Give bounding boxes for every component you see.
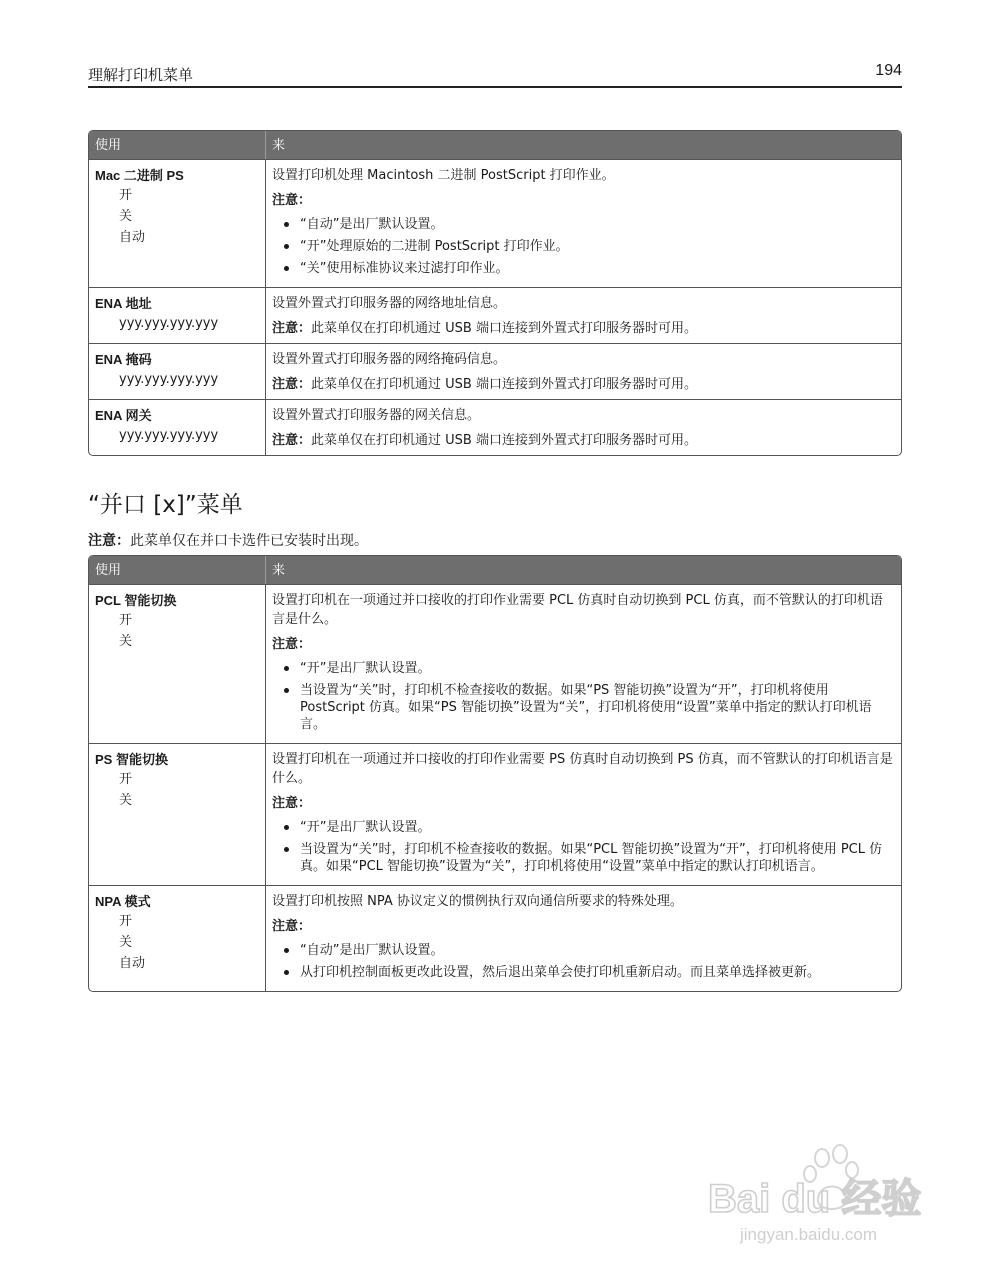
option-cell	[89, 743, 266, 885]
note-label: 注意：	[272, 919, 312, 934]
option-cell	[89, 885, 266, 991]
note-list	[272, 660, 895, 733]
description: 设置打印机处理 Macintosh 二进制 PostScript 打印作业。	[272, 168, 615, 183]
option-value: yyy.yyy.yyy.yyy	[119, 316, 219, 331]
table-row	[89, 584, 901, 743]
description: 设置打印机在一项通过并口接收的打印作业需要 PCL 仿真时自动切换到 PCL 仿真，而不管默认的打印机语言是什么。	[272, 593, 883, 627]
list-item: “开”是出厂默认设置。	[272, 660, 895, 677]
option-value: 开	[119, 613, 133, 628]
note-text: 此菜单仅在并口卡选件已安装时出现。	[130, 533, 368, 549]
option-name: ENA 地址	[95, 296, 152, 311]
header-use: 使用	[89, 556, 266, 584]
note	[272, 319, 895, 338]
list-item: “开”是出厂默认设置。	[272, 819, 895, 836]
note-text: 此菜单仅在打印机通过 USB 端口连接到外置式打印服务器时可用。	[311, 377, 697, 392]
header-use: 使用	[89, 131, 266, 159]
list-item: 当设置为“关”时，打印机不检查接收的数据。如果“PS 智能切换”设置为“开”，打印机将使用 PostScript 仿真。如果“PS 智能切换”设置为“关”，打印机将使用“设置”菜单中指定的默认打印机语言。	[272, 682, 895, 733]
table-header-row	[89, 131, 901, 159]
note-label: 注意：	[272, 321, 312, 336]
note-label: 注意：	[272, 637, 312, 652]
menu-table-2	[88, 555, 902, 992]
description-cell	[266, 885, 901, 991]
option-value: yyy.yyy.yyy.yyy	[119, 372, 219, 387]
description-cell	[266, 343, 901, 399]
table-row	[89, 743, 901, 885]
option-value: 关	[119, 209, 133, 224]
option-value: 开	[119, 772, 133, 787]
option-value: yyy.yyy.yyy.yyy	[119, 428, 219, 443]
note-list	[272, 819, 895, 875]
header-title: 理解打印机菜单	[88, 66, 194, 84]
section-title: “并口 [x]”菜单	[88, 492, 243, 518]
table-row	[89, 399, 901, 455]
option-value: 开	[119, 188, 133, 203]
option-value: 关	[119, 634, 133, 649]
description: 设置打印机按照 NPA 协议定义的惯例执行双向通信所要求的特殊处理。	[272, 894, 683, 909]
list-item: 从打印机控制面板更改此设置，然后退出菜单会使打印机重新启动。而且菜单选择被更新。	[272, 964, 895, 981]
option-name: NPA 模式	[95, 894, 151, 909]
description-cell	[266, 159, 901, 287]
list-item: “自动”是出厂默认设置。	[272, 942, 895, 959]
list-item: “开”处理原始的二进制 PostScript 打印作业。	[272, 238, 895, 255]
option-cell	[89, 287, 266, 343]
page-number: 194	[875, 62, 902, 79]
note-label: 注意：	[88, 533, 130, 549]
option-cell	[89, 399, 266, 455]
description: 设置外置式打印服务器的网络地址信息。	[272, 296, 507, 311]
watermark-brand: Bai du 经验	[708, 1177, 922, 1221]
description-cell	[266, 287, 901, 343]
note-label: 注意：	[272, 377, 312, 392]
option-value: 关	[119, 793, 133, 808]
note-list	[272, 942, 895, 981]
table-row	[89, 287, 901, 343]
table-row	[89, 885, 901, 991]
option-name: Mac 二进制 PS	[95, 168, 184, 183]
list-item: 当设置为“关”时，打印机不检查接收的数据。如果“PCL 智能切换”设置为“开”，打印机将使用 PCL 仿真。如果“PCL 智能切换”设置为“关”，打印机将使用“设置”菜单中指定的默认打印机语言。	[272, 841, 895, 875]
option-name: ENA 网关	[95, 408, 152, 423]
list-item: “关”使用标准协议来过滤打印作业。	[272, 260, 895, 277]
option-value: 自动	[119, 956, 146, 971]
note-text: 此菜单仅在打印机通过 USB 端口连接到外置式打印服务器时可用。	[311, 321, 697, 336]
page-header	[88, 62, 902, 88]
option-cell	[89, 159, 266, 287]
note-label: 注意：	[272, 433, 312, 448]
option-name: ENA 掩码	[95, 352, 152, 367]
note-label: 注意：	[272, 193, 312, 208]
header-to: 来	[266, 556, 901, 584]
menu-table-1	[88, 130, 902, 456]
option-name: PS 智能切换	[95, 752, 168, 767]
table-header-row	[89, 556, 901, 584]
header-to: 来	[266, 131, 901, 159]
option-value: 关	[119, 935, 133, 950]
list-item: “自动”是出厂默认设置。	[272, 216, 895, 233]
option-value: 自动	[119, 230, 146, 245]
option-name: PCL 智能切换	[95, 593, 177, 608]
section-note	[88, 530, 368, 550]
note-text: 此菜单仅在打印机通过 USB 端口连接到外置式打印服务器时可用。	[311, 433, 697, 448]
description: 设置外置式打印服务器的网关信息。	[272, 408, 481, 423]
description: 设置打印机在一项通过并口接收的打印作业需要 PS 仿真时自动切换到 PS 仿真，而不管默认的打印机语言是什么。	[272, 752, 893, 786]
table-row	[89, 343, 901, 399]
watermark-url: jingyan.baidu.com	[740, 1225, 878, 1244]
option-cell	[89, 584, 266, 743]
description-cell	[266, 399, 901, 455]
description-cell	[266, 743, 901, 885]
note-label: 注意：	[272, 796, 312, 811]
description-cell	[266, 584, 901, 743]
note	[272, 375, 895, 394]
baidu-watermark-logo	[700, 1130, 940, 1250]
note-list	[272, 216, 895, 277]
option-cell	[89, 343, 266, 399]
option-value: 开	[119, 914, 133, 929]
table-row	[89, 159, 901, 287]
note	[272, 431, 895, 450]
description: 设置外置式打印服务器的网络掩码信息。	[272, 352, 507, 367]
